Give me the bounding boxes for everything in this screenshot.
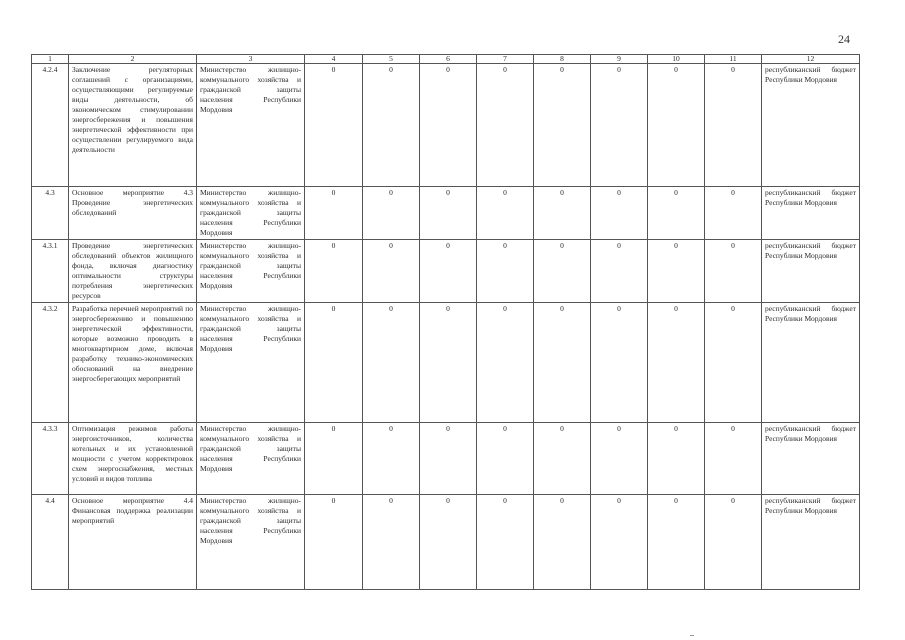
value-cell: 0 — [534, 495, 591, 590]
row-code: 4.3.2 — [32, 303, 69, 423]
value-cell: 0 — [363, 495, 420, 590]
value-cell: 0 — [534, 423, 591, 495]
activity-name: Основное мероприятие 4.3 Проведение энергетических обследований — [69, 187, 197, 240]
activity-name: Разработка перечней мероприятий по энергосбережению и повышению энергетической эффективности, которые возможно проводить в многоквартирном доме, включая разработку технико-экономических обоснований на внедрение энергосберегающих мероприятий — [69, 303, 197, 423]
value-cell: 0 — [363, 64, 420, 187]
col-header: 3 — [197, 55, 305, 64]
table-row — [32, 240, 860, 303]
executor: Министерство жилищно-коммунального хозяйства и гражданской защиты населения Республики Мордовия — [197, 303, 305, 423]
col-header: 2 — [69, 55, 197, 64]
row-code: 4.2.4 — [32, 64, 69, 187]
activity-name: Проведение энергетических обследований объектов жилищного фонда, включая диагностику оптимальности структуры потребления энергетических ресурсов — [69, 240, 197, 303]
table-row — [32, 64, 860, 187]
row-code: 4.4 — [32, 495, 69, 590]
value-cell: 0 — [534, 240, 591, 303]
value-cell: 0 — [591, 423, 648, 495]
value-cell: 0 — [648, 187, 705, 240]
value-cell: 0 — [363, 423, 420, 495]
header-row — [32, 55, 860, 64]
table-row — [32, 495, 860, 590]
value-cell: 0 — [420, 240, 477, 303]
value-cell: 0 — [705, 240, 762, 303]
value-cell: 0 — [477, 303, 534, 423]
value-cell: 0 — [305, 303, 363, 423]
col-header: 9 — [591, 55, 648, 64]
funding-source: республиканский бюджет Республики Мордовия — [762, 64, 860, 187]
row-code: 4.3.3 — [32, 423, 69, 495]
value-cell: 0 — [705, 187, 762, 240]
value-cell: 0 — [648, 303, 705, 423]
value-cell: 0 — [420, 187, 477, 240]
table-row — [32, 423, 860, 495]
value-cell: 0 — [420, 423, 477, 495]
col-header: 8 — [534, 55, 591, 64]
value-cell: 0 — [363, 240, 420, 303]
value-cell: 0 — [305, 240, 363, 303]
value-cell: 0 — [363, 303, 420, 423]
value-cell: 0 — [591, 495, 648, 590]
col-header: 1 — [32, 55, 69, 64]
value-cell: 0 — [305, 495, 363, 590]
value-cell: 0 — [705, 423, 762, 495]
col-header: 10 — [648, 55, 705, 64]
activity-name: Оптимизация режимов работы энергоисточников, количества котельных и их установленной мощности с учетом корректировок схем энергоснабжения, местных условий и видов топлива — [69, 423, 197, 495]
value-cell: 0 — [305, 64, 363, 187]
value-cell: 0 — [648, 423, 705, 495]
value-cell: 0 — [420, 495, 477, 590]
col-header: 11 — [705, 55, 762, 64]
funding-source: республиканский бюджет Республики Мордовия — [762, 240, 860, 303]
page-number: 24 — [838, 32, 850, 46]
value-cell: 0 — [591, 187, 648, 240]
value-cell: 0 — [477, 495, 534, 590]
table-row — [32, 303, 860, 423]
executor: Министерство жилищно-коммунального хозяйства и гражданской защиты населения Республики Мордовия — [197, 64, 305, 187]
program-table — [31, 54, 860, 590]
funding-source: республиканский бюджет Республики Мордовия — [762, 187, 860, 240]
value-cell: 0 — [648, 240, 705, 303]
value-cell: 0 — [648, 64, 705, 187]
value-cell: 0 — [534, 64, 591, 187]
value-cell: 0 — [305, 187, 363, 240]
funding-source: республиканский бюджет Республики Мордовия — [762, 303, 860, 423]
executor: Министерство жилищно-коммунального хозяйства и гражданской защиты населения Республики Мордовия — [197, 495, 305, 590]
value-cell: 0 — [591, 303, 648, 423]
value-cell: 0 — [477, 187, 534, 240]
value-cell: 0 — [477, 423, 534, 495]
executor: Министерство жилищно-коммунального хозяйства и гражданской защиты населения Республики Мордовия — [197, 423, 305, 495]
col-header: 7 — [477, 55, 534, 64]
value-cell: 0 — [705, 495, 762, 590]
funding-source: республиканский бюджет Республики Мордовия — [762, 495, 860, 590]
value-cell: 0 — [591, 240, 648, 303]
scan-mark — [690, 635, 694, 636]
value-cell: 0 — [705, 303, 762, 423]
value-cell: 0 — [305, 423, 363, 495]
value-cell: 0 — [534, 187, 591, 240]
executor: Министерство жилищно-коммунального хозяйства и гражданской защиты населения Республики Мордовия — [197, 187, 305, 240]
activity-name: Основное мероприятие 4.4 Финансовая поддержка реализации мероприятий — [69, 495, 197, 590]
activity-name: Заключение регуляторных соглашений с организациями, осуществляющими регулируемые виды деятельности, об экономическом стимулировании энергосбережения и повышения энергетической эффективности при осуществлении регулируемого вида деятельности — [69, 64, 197, 187]
col-header: 12 — [762, 55, 860, 64]
value-cell: 0 — [420, 64, 477, 187]
table-row — [32, 187, 860, 240]
value-cell: 0 — [420, 303, 477, 423]
value-cell: 0 — [477, 64, 534, 187]
value-cell: 0 — [705, 64, 762, 187]
row-code: 4.3 — [32, 187, 69, 240]
funding-source: республиканский бюджет Республики Мордовия — [762, 423, 860, 495]
value-cell: 0 — [534, 303, 591, 423]
value-cell: 0 — [363, 187, 420, 240]
value-cell: 0 — [477, 240, 534, 303]
row-code: 4.3.1 — [32, 240, 69, 303]
col-header: 6 — [420, 55, 477, 64]
col-header: 5 — [363, 55, 420, 64]
value-cell: 0 — [591, 64, 648, 187]
value-cell: 0 — [648, 495, 705, 590]
executor: Министерство жилищно-коммунального хозяйства и гражданской защиты населения Республики Мордовия — [197, 240, 305, 303]
col-header: 4 — [305, 55, 363, 64]
